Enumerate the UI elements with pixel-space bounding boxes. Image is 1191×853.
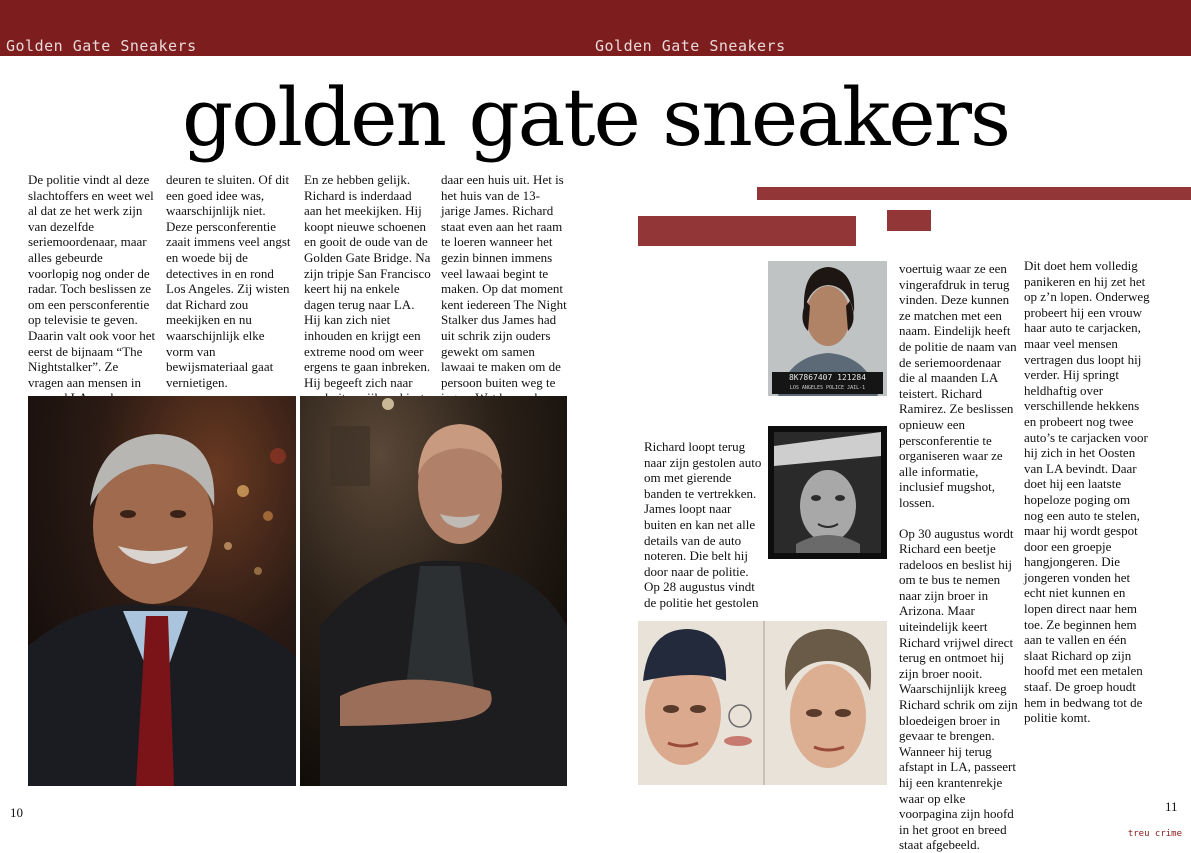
page-number-left: 10 — [10, 805, 23, 820]
left-column-1 — [28, 172, 156, 422]
left-column-4 — [441, 172, 569, 422]
mugshot-photo — [768, 261, 887, 396]
left-column-2 — [166, 172, 294, 390]
footer-tag: treu crime — [1127, 829, 1182, 839]
left-column-3 — [304, 172, 432, 406]
mugshot-placard-agency: LOS ANGELES POLICE JAIL-1 — [789, 385, 866, 391]
detective-photo-left — [28, 396, 296, 786]
photo-caption — [644, 439, 764, 611]
right-column-1-paragraph-2: Op 30 augustus wordt Richard een beetje radeloos en beslist hij om te bus te nemen naar zijn broer in Arizona. Maar uiteindelijk keert Richard vrijwel direct terug en ontmoet hij zijn broer nooit. Waarschijnlijk kreeg Richard schrik om zijn bloedeigen broer in gevaar te brengen. Wanneer hij terug afstapt in LA, passeert hij een krantenrekje waar op elke voorpagina zijn hoofd in het groot en breed staat afgebeeld. — [899, 525, 1018, 853]
left-column-1-text: De politie vindt al deze slachtoffers en weet wel al dat ze het werk zijn van dezelfde seriemoordenaar, maar alles gebeurde voorlopig nog onder de radar. Toch beslissen ze om een persconferentie op televisie te geven. Daarin valt ook voor het eerst de bijnaam “The Nightstalker”. Ze vragen aan mensen in — [28, 172, 156, 390]
accent-bar-top — [757, 187, 1191, 200]
mugshot-placard-number: 8K7867407 121284 — [788, 373, 867, 382]
right-column-1-paragraph-1: voertuig waar ze een vingerafdruk in terug vinden. Deze kunnen ze matchen met een naam. Eindelijk heeft de politie de naam van de seriemoordenaar die al maanden LA teistert. Richard Ramirez. Ze beslissen opnieuw een persconferentie te organiseren waar ze alle informatie, inclusief mugshot, lossen. — [899, 261, 1017, 510]
composite-sketches — [638, 621, 887, 785]
left-column-3-text: En ze hebben gelijk. Richard is inderdaad aan het meekijken. Hij koopt nieuwe schoenen en gooit de oude van de Golden Gate Bridge. Na zijn tripje San Francisco keert hij na enkele dagen terug naar LA. Hij kan zich niet inhouden en krijgt een extreme nood om weer ergens te gaan inbreken. Hij begeeft zich naar — [304, 172, 431, 390]
detective-photo-right — [300, 396, 567, 786]
right-column-2-text: Dit doet hem volledig panikeren en hij zet het op z’n lopen. Onderweg probeert hij een vrouw haar auto te carjacken, maar veel mensen vertragen dus loopt hij verder. Hij springt heldhaftig over verschillende hekkens en probeert nog twee auto’s te carjacken voor hij zich in het Oosten van LA bevindt. Daar doet hij een laatste hopeloze poging om nog een auto te stelen, maar hij wordt gespot door een groepje hangjongeren. Die jongeren vonden het echt niet kunnen en lopen direct naar hem toe. Ze beginnen hem aan te vallen en één slaat Richard op zijn hoofd met een metalen staaf. De groep houdt hem in bedwang tot de politie komt. — [1024, 258, 1150, 726]
running-title-right: Golden Gate Sneakers — [595, 37, 786, 55]
right-column-1 — [899, 261, 1019, 853]
xray-portrait-photo — [768, 426, 887, 559]
left-column-4-text: daar een huis uit. Het is het huis van de 13-jarige James. Richard staat even aan het raam te loeren wanneer het gezin binnen immens veel lawaai begint te maken. Op dat moment kent iedereen The Night Stalker dus James had uit schrik zijn ouders gewekt om samen lawaai te maken om de persoon buiten weg te — [441, 172, 567, 390]
photo-caption-text: Richard loopt terug naar zijn gestolen auto om met gierende banden te vertrekken. James loopt naar buiten en kan net alle details van de auto noteren. Die belt hij door naar de politie. Op 28 augustus vindt de politie het gestolen — [644, 439, 762, 610]
accent-block-left — [638, 216, 856, 246]
accent-block-small — [887, 210, 931, 231]
running-title-left: Golden Gate Sneakers — [6, 37, 197, 55]
right-column-2 — [1024, 258, 1152, 726]
article-headline: golden gate sneakers — [181, 71, 1010, 164]
left-column-2-text: deuren te sluiten. Of dit een goed idee was, waarschijnlijk niet. Deze persconferentie zaait immens veel angst en woede bij de detectives in en rond Los Angeles. Zij wisten dat Richard zou meekijken en nu waarschijnlijk elke vorm van bewijsmateriaal gaat vernietigen. — [166, 172, 291, 390]
page-number-right: 11 — [1165, 799, 1178, 814]
